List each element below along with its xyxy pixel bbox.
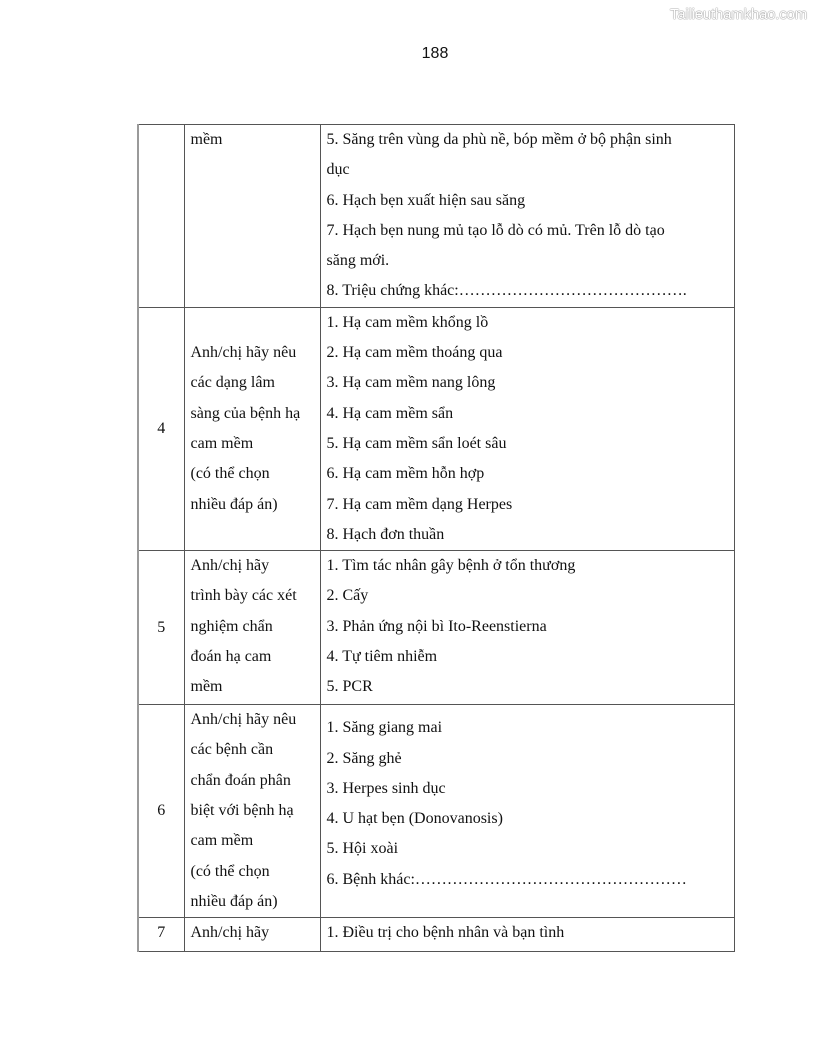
question-line: trình bày các xét (190, 587, 297, 605)
question-line: nghiệm chẩn (190, 617, 273, 635)
answer-option: 5. Hạ cam mềm sẩn loét sâu (326, 434, 507, 452)
watermark: Tailieuthamkhao.com (669, 6, 807, 23)
question-line: biệt với bệnh hạ (190, 802, 294, 820)
question-cell (184, 551, 320, 705)
answer-option: 6. Bệnh khác:…………………………………………… (326, 870, 687, 888)
answer-option: dục (326, 161, 350, 179)
question-line: Anh/chị hãy (190, 924, 270, 942)
answer-option: 2. Cấy (326, 587, 369, 605)
table-row (138, 705, 734, 918)
answer-option: 6. Hạ cam mềm hỗn hợp (326, 465, 485, 483)
answer-option: 2. Hạ cam mềm thoáng qua (326, 344, 503, 362)
question-cell (184, 307, 320, 550)
question-line: sàng của bệnh hạ (190, 404, 301, 422)
question-line: chẩn đoán phân (190, 771, 291, 789)
row-number-cell (138, 551, 184, 705)
row-number-cell (138, 918, 184, 952)
row-number: 5 (157, 618, 166, 636)
answer-option: săng mới. (326, 252, 390, 270)
question-line: nhiều đáp án) (190, 495, 278, 513)
answer-option: 4. Tự tiêm nhiễm (326, 648, 438, 666)
row-number: 6 (157, 802, 166, 820)
answer-option: 7. Hạch bẹn nung mủ tạo lỗ dò có mủ. Trên lỗ dò tạo (326, 221, 665, 239)
answer-cell (320, 307, 734, 550)
answer-cell (320, 918, 734, 952)
question-line: mềm (190, 131, 223, 148)
answer-option: 3. Phản ứng nội bì Ito-Reenstierna (326, 617, 547, 635)
answer-option: 1. Săng giang mai (326, 719, 443, 737)
question-cell (184, 918, 320, 952)
answer-cell (320, 705, 734, 918)
question-line: Anh/chị hãy (190, 557, 270, 575)
question-line: (có thể chọn (190, 862, 270, 880)
answer-option: 8. Hạch đơn thuần (326, 525, 445, 543)
question-line: nhiều đáp án) (190, 892, 278, 910)
question-cell (184, 705, 320, 918)
question-line: (có thể chọn (190, 465, 270, 483)
table-row (138, 307, 734, 550)
answer-option: 5. Săng trên vùng da phù nề, bóp mềm ở bộ phận sinh (326, 131, 672, 148)
answer-option: 4. U hạt bẹn (Donovanosis) (326, 810, 503, 828)
answer-option: 6. Hạch bẹn xuất hiện sau săng (326, 191, 526, 209)
question-line: Anh/chị hãy nêu (190, 711, 297, 729)
answer-option: 5. PCR (326, 678, 373, 696)
row-number: 7 (157, 924, 166, 942)
answer-cell (320, 551, 734, 705)
answer-option: 1. Hạ cam mềm khổng lồ (326, 313, 489, 331)
row-number-cell (138, 125, 184, 308)
question-cell (184, 125, 320, 308)
question-line: cam mềm (190, 434, 254, 452)
table-row (138, 918, 734, 952)
answer-option: 8. Triệu chứng khác:……………………………………. (326, 282, 687, 300)
answer-option: 3. Herpes sinh dục (326, 779, 446, 797)
table-row (138, 125, 734, 308)
question-line: các dạng lâm (190, 374, 275, 392)
answer-option: 3. Hạ cam mềm nang lông (326, 374, 496, 392)
question-line: đoán hạ cam (190, 648, 272, 666)
answer-option: 7. Hạ cam mềm dạng Herpes (326, 495, 513, 513)
answer-cell (320, 125, 734, 308)
answer-option: 4. Hạ cam mềm sẩn (326, 404, 454, 422)
questionnaire-table (137, 124, 735, 952)
question-line: các bệnh cần (190, 741, 274, 759)
row-number: 4 (157, 419, 166, 437)
row-number-cell (138, 705, 184, 918)
table-row (138, 551, 734, 705)
page-number: 188 (421, 45, 449, 62)
question-line: cam mềm (190, 832, 254, 850)
answer-option: 5. Hội xoài (326, 840, 399, 858)
question-line: mềm (190, 678, 223, 696)
row-number-cell (138, 307, 184, 550)
answer-option: 2. Săng ghẻ (326, 749, 402, 767)
question-line: Anh/chị hãy nêu (190, 344, 297, 362)
answer-option: 1. Điều trị cho bệnh nhân và bạn tình (326, 924, 565, 942)
answer-option: 1. Tìm tác nhân gây bệnh ở tổn thương (326, 557, 576, 575)
